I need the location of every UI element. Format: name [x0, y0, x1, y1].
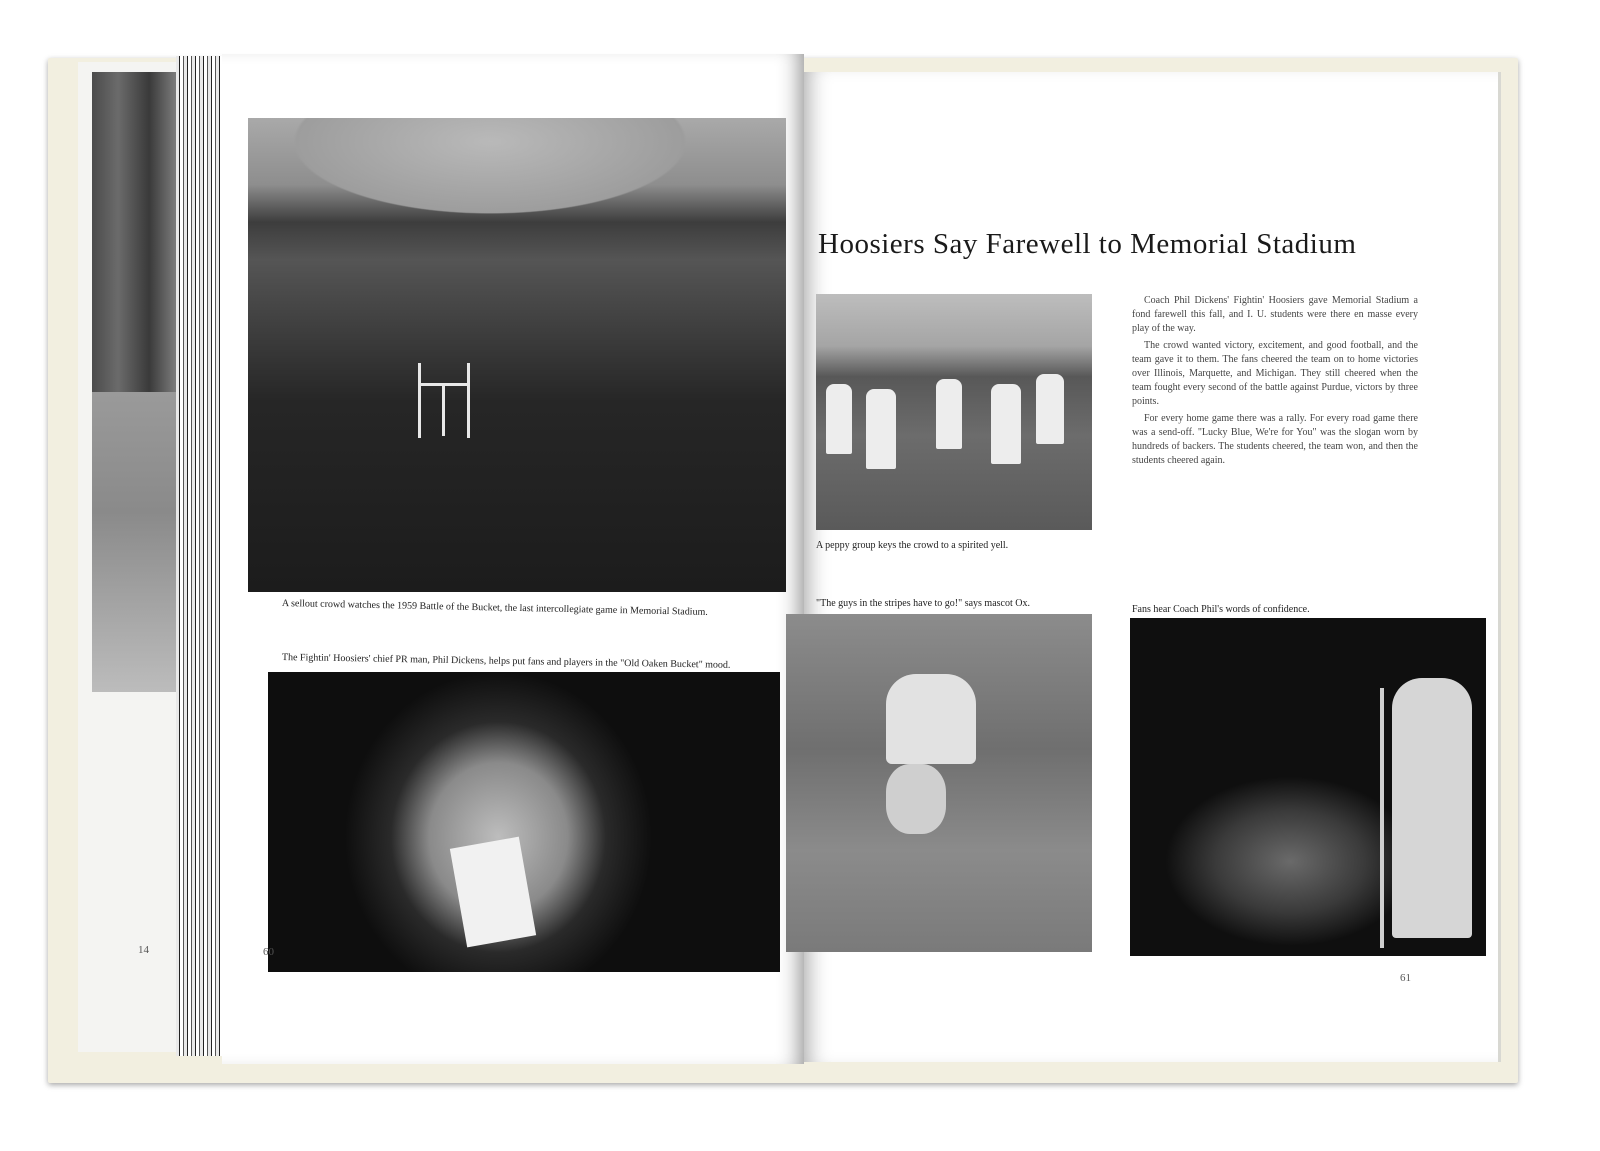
stadium-photo	[248, 118, 786, 592]
rally-photo-caption: Fans hear Coach Phil's words of confidence.	[1132, 604, 1310, 615]
article-body	[1132, 294, 1418, 470]
body-paragraph: The crowd wanted victory, excitement, and good football, and the team gave it to them. The fans cheered the team on to home victories over Illinois, Marquette, and Michigan. They still cheered when the team fought every second of the battle against Purdue, victors by three points.	[1132, 339, 1418, 408]
page-headline: Hoosiers Say Farewell to Memorial Stadium	[818, 228, 1357, 260]
pr-man-photo-caption: The Fightin' Hoosiers' chief PR man, Phil Dickens, helps put fans and players in the "Old Oaken Bucket" mood.	[281, 652, 731, 671]
rally-photo	[1130, 618, 1486, 956]
page-number-underlay: 14	[138, 944, 149, 956]
mascot-photo	[786, 614, 1092, 952]
page-number-left: 60	[263, 946, 274, 958]
stadium-photo-caption: A sellout crowd watches the 1959 Battle of the Bucket, the last intercollegiate game in Memorial Stadium.	[281, 598, 708, 618]
cheerleaders-photo	[816, 294, 1092, 530]
body-paragraph: Coach Phil Dickens' Fightin' Hoosiers gave Memorial Stadium a fond farewell this fall, and I. U. students were there en masse every play of the way.	[1132, 295, 1418, 335]
cheer-photo-caption: A peppy group keys the crowd to a spirited yell.	[816, 540, 1009, 551]
mascot-photo-caption: "The guys in the stripes have to go!" says mascot Ox.	[816, 598, 1030, 609]
coach-speech-photo	[268, 672, 780, 972]
page-number-right: 61	[1400, 972, 1411, 984]
body-paragraph: For every home game there was a rally. For every road game there was a send-off. "Lucky Blue, We're for You" was the slogan worn by hundreds of backers. The students cheered, the team won, and then the students cheered again.	[1132, 412, 1418, 467]
